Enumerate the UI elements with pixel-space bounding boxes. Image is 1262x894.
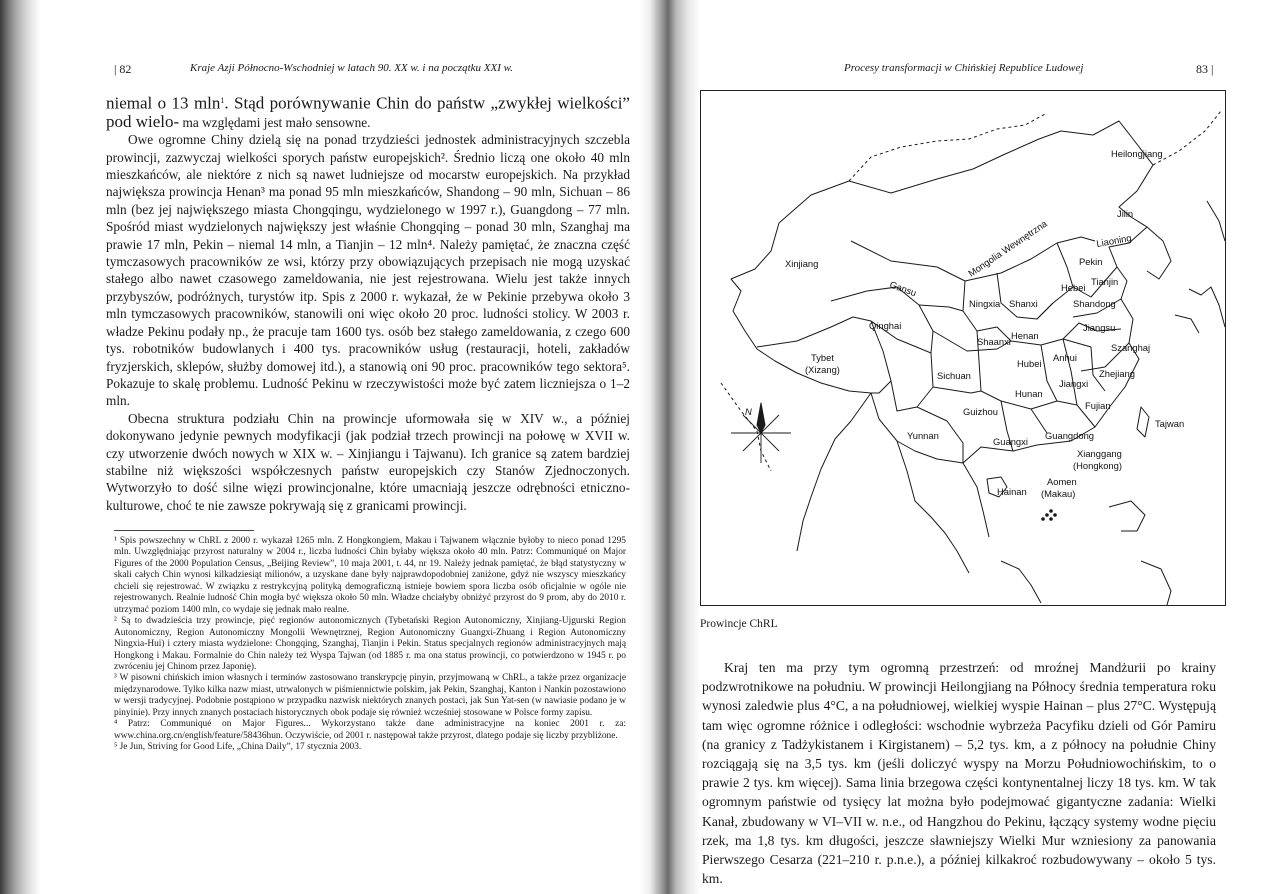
label-zhejiang: Zhejiang xyxy=(1099,368,1135,379)
running-head-left: Kraje Azji Północno-Wschodniej w latach 90. XX w. i na początku XXI w. xyxy=(190,62,513,74)
running-head-right: Procesy transformacji w Chińskiej Republice Ludowej xyxy=(844,62,1084,74)
paragraph-1 xyxy=(106,92,630,131)
label-guangxi: Guangxi xyxy=(993,436,1028,447)
label-makau: (Makau) xyxy=(1041,488,1076,499)
scan-shadow-left xyxy=(0,0,40,894)
footnote-ref: 1 xyxy=(220,96,225,105)
china-provinces-map xyxy=(700,90,1226,606)
label-ningxia: Ningxia xyxy=(969,298,1001,309)
label-hunan: Hunan xyxy=(1015,388,1043,399)
label-aomen: Aomen xyxy=(1047,476,1077,487)
paragraph-1-text: ma względami jest mało sensowne. xyxy=(182,114,371,130)
label-sichuan: Sichuan xyxy=(937,370,971,381)
page-number-left: | 82 xyxy=(114,62,132,76)
north-label: N xyxy=(745,406,752,417)
label-xianggang: Xianggang xyxy=(1077,448,1122,459)
label-yunnan: Yunnan xyxy=(907,430,939,441)
label-guangdong: Guangdong xyxy=(1045,430,1095,441)
label-qinghai: Qinghai xyxy=(869,320,902,331)
label-jiangsu: Jiangsu xyxy=(1083,322,1116,333)
label-tianjin: Tianjin xyxy=(1091,276,1119,287)
left-page xyxy=(100,0,630,894)
label-jilin: Jilin xyxy=(1117,208,1134,219)
label-gansu: Gansu xyxy=(888,278,919,299)
label-anhui: Anhui xyxy=(1053,352,1077,363)
label-xinjiang: Xinjiang xyxy=(785,258,819,269)
label-shaanxi: Shaanxi xyxy=(977,336,1011,347)
paragraph-2: Owe ogromne Chiny dzielą się na ponad trzydzieści jednostek administracyjnych szczebla prowincji, zazwyczaj wielkości sporych państw europejskich². Średnio liczą one około 40 mln mieszkańców, ale niektóre z nich są nawet ludniejsze od mocarstw europejskich. Na przykład największa prowincja Henan³ ma ponad 95 mln mieszkańców, Shandong – 90 mln, Sichuan – 86 mln (bez jej największego miasta Chongqingu, wydzielonego w 1997 r.), Guangdong – 77 mln. Spośród miast wydzielonych największy jest właśnie Chongqing – ponad 30 mln, Szanghaj ma prawie 17 mln, Pekin – niemal 14 mln, a Tianjin – 12 mln⁴. Należy pamiętać, że znaczna część tymczasowych pracowników ze wsi, którzy przy obowiązujących przepisach nie mogą uzyskać stałego albo nawet czasowego zameldowania, nie jest rejestrowana. Wielu jest także innych przybyszów, podróżnych, turystów itp. Spis z 2000 r. wykazał, że w Pekinie przebywa około 3 mln tymczasowych pracowników, stanowili oni więc około 20 proc. ludności stolicy. W 2003 r. władze Pekinu podały np., że pracuje tam 1600 tys. osób bez stałego zameldowania, z czego 600 tys. robotników budowlanych i 400 tys. pracowników usług (restauracji, hoteli, zakładów fryzjerskich, sklepów, służby domowej itd.), a stanowią oni 90 proc. pracowników tego sektora⁵. Pokazuje to skalę problemu. Ludność Pekinu w rzeczywistości może być zatem liczniejsza o 1–2 mln. xyxy=(106,132,630,409)
label-szanghaj: Szanghaj xyxy=(1111,342,1151,353)
footnote-5: ⁵ Je Jun, Striving for Good Life, „China Daily”, 17 stycznia 2003. xyxy=(114,742,362,753)
label-shandong: Shandong xyxy=(1073,298,1116,309)
lead-rest-text: . Stąd porównywanie Chin do państw „zwykłej wielkości” pod wielo- xyxy=(106,93,630,131)
main-text-left xyxy=(106,92,630,514)
label-xizang: (Xizang) xyxy=(805,364,840,375)
label-hubei: Hubei xyxy=(1017,358,1042,369)
footnotes xyxy=(114,536,626,754)
page-number-right: 83 | xyxy=(1196,62,1214,76)
footnote-rule xyxy=(114,530,254,531)
label-heilongjiang: Heilongjiang xyxy=(1111,148,1163,159)
label-shanxi: Shanxi xyxy=(1009,298,1038,309)
label-hainan: Hainan xyxy=(997,486,1027,497)
map-svg xyxy=(701,91,1225,605)
paragraph-right: Kraj ten ma przy tym ogromną przestrzeń: od mroźnej Mandżurii po krainy podzwrotnikowe na południu. W prowincji Heilongjiang na Północy średnia temperatura roku wynosi zaledwie plus 4°C, a na południowej, wielkiej wyspie Hainan – plus 27°C. Występują tam więc ogromne różnice i odległości: wschodnie wybrzeża Pacyfiku dzieli od Gór Pamiru (na granicy z Tadżykistanem i Kirgistanem) – 5,2 tys. km, a z północy na południe Chiny rozciągają się na 3,5 tys. km (jeśli doliczyć wyspy na Morzu Południowochińskim, to o prawie 2 tys. km więcej). Sama linia brzegowa części kontynentalnej liczy 18 tys. km. W tak ogromnym państwie od tysięcy lat można było podejmować gigantyczne zadania: Wielki Kanał, zbudowany w VI–VII w. n.e., od Hangzhou do Pekinu, łączący systemy wodne pięciu rzek, ma 1,8 tys. km długości, jeszcze sławniejszy Wielki Mur wzniesiony za panowania Pierwszego Cesarza (221–210 r. p.n.e.), a później kilkakroć rozbudowywany – około 5 tys. km. xyxy=(702,660,1216,887)
label-tajwan: Tajwan xyxy=(1155,418,1185,429)
label-pekin: Pekin xyxy=(1079,256,1103,267)
footnote-1: ¹ Spis powszechny w ChRL z 2000 r. wykazał 1265 mln. Z Hongkongiem, Makau i Tajwanem włącznie byłoby to nieco ponad 1295 mln. Uwzględniając przyrost naturalny w 2004 r., liczba ludności Chin byłaby większa około 40 mln. Patrz: Communiqué on Major Figures of the 2000 Population Census, „Beijing Review”, 10 maja 2001, t. 44, nr 19. Należy jednak pamiętać, że błąd statystyczny w skali całych Chin wynosi kilkadziesiąt milionów, a uzyskane dane były najprawdopodobniej zaniżone, gdyż nie wszyscy mieszkańcy chcieli się rejestrować. W związku z restrykcyjną polityką demograficzną istnieje bowiem spora liczba osób oficjalnie w ogóle nie rejestrowanych. Realnie ludność Chin mogła być większa około 50 mln. Władze chciałyby obniżyć przyrost do 9 prom, aby do 2010 r. utrzymać poziom 1400 mln, co wydaje się jednak mało realne. xyxy=(114,536,626,615)
label-guizhou: Guizhou xyxy=(963,406,998,417)
footnote-4: ⁴ Patrz: Communiqué on Major Figures... Wykorzystano także dane administracyjne na koniec 2001 r. za: www.china.org.cn/english/feature/58436hun. Oczywiście, od 2001 r. następował także przyrost, dlatego podaje się liczby przybliżone. xyxy=(114,719,626,741)
main-text-right xyxy=(702,658,1216,888)
label-fujian: Fujian xyxy=(1085,400,1111,411)
footnote-2: ² Są to dwadzieścia trzy prowincje, pięć regionów autonomicznych (Tybetański Region Autonomiczny, Xinjiang-Ujgurski Region Autonomiczny, Region Autonomiczny Mongolii Wewnętrznej, Region Autonomiczny Guangxi-Zhuang i Region Autonomiczny Ningxia-Hui) i cztery miasta wydzielone: Chongqing, Szanghaj, Tianjin i Pekin. Status specjalnych regionów administracyjnych mają Hongkong i Makau. Formalnie do Chin należy też Wyspa Tajwan (od 1885 r. ma ona status prowincji, co potwierdzono w 1945 r. po zwróceniu jej Chinom przez Japonię). xyxy=(114,616,626,672)
label-henan: Henan xyxy=(1011,330,1039,341)
label-mongolia: Mongolia Wewnętrzna xyxy=(965,217,1049,279)
paragraph-3: Obecna struktura podziału Chin na prowincje uformowała się w XIV w., a później dokonywano jedynie pewnych modyfikacji (jak podział trzech prowincji na połowę w XVII w. czy utworzenie dwóch nowych w XIX w. – Xinjiangu i Tajwanu). Ich granice są zatem bardziej stabilne niż większości współczesnych państw europejskich czy Stanów Zjednoczonych. Wytworzyło to dość silne więzi prowincjonalne, które umacniają jeszcze odrębności etniczno-kulturowe, choć te nie zawsze pokrywają się z granicami prowincji. xyxy=(106,410,630,513)
book-gutter xyxy=(640,0,700,894)
lead-text: niemal o 13 mln xyxy=(106,93,221,113)
china-border xyxy=(731,121,1153,463)
map-caption: Prowincje ChRL xyxy=(700,618,778,630)
label-tybet: Tybet xyxy=(811,352,834,363)
right-page xyxy=(698,0,1228,894)
label-jiangxi: Jiangxi xyxy=(1059,378,1089,389)
label-hongkong: (Hongkong) xyxy=(1073,460,1122,471)
footnote-3: ³ W pisowni chińskich imion własnych i terminów zastosowano transkrypcję pinyin, przyjmowaną w ChRL, a także przez organizacje międzynarodowe. Tylko kilka nazw miast, utrwalonych w piśmiennictwie polskim, jak Pekin, Szanghaj, Kanton i Nankin pozostawiono w wersji tradycyjnej. Podobnie postąpiono w przypadku nazwisk niektórych znanych postaci, jak Sun Yat-sen (w nawiasie podano je w pinyinie). Przy innych znanych postaciach historycznych obok podaje się również wcześniej stosowane w Polsce formy zapisu. xyxy=(114,673,626,718)
label-liaoning: Liaoning xyxy=(1095,231,1133,249)
label-hebei: Hebei xyxy=(1061,282,1086,293)
